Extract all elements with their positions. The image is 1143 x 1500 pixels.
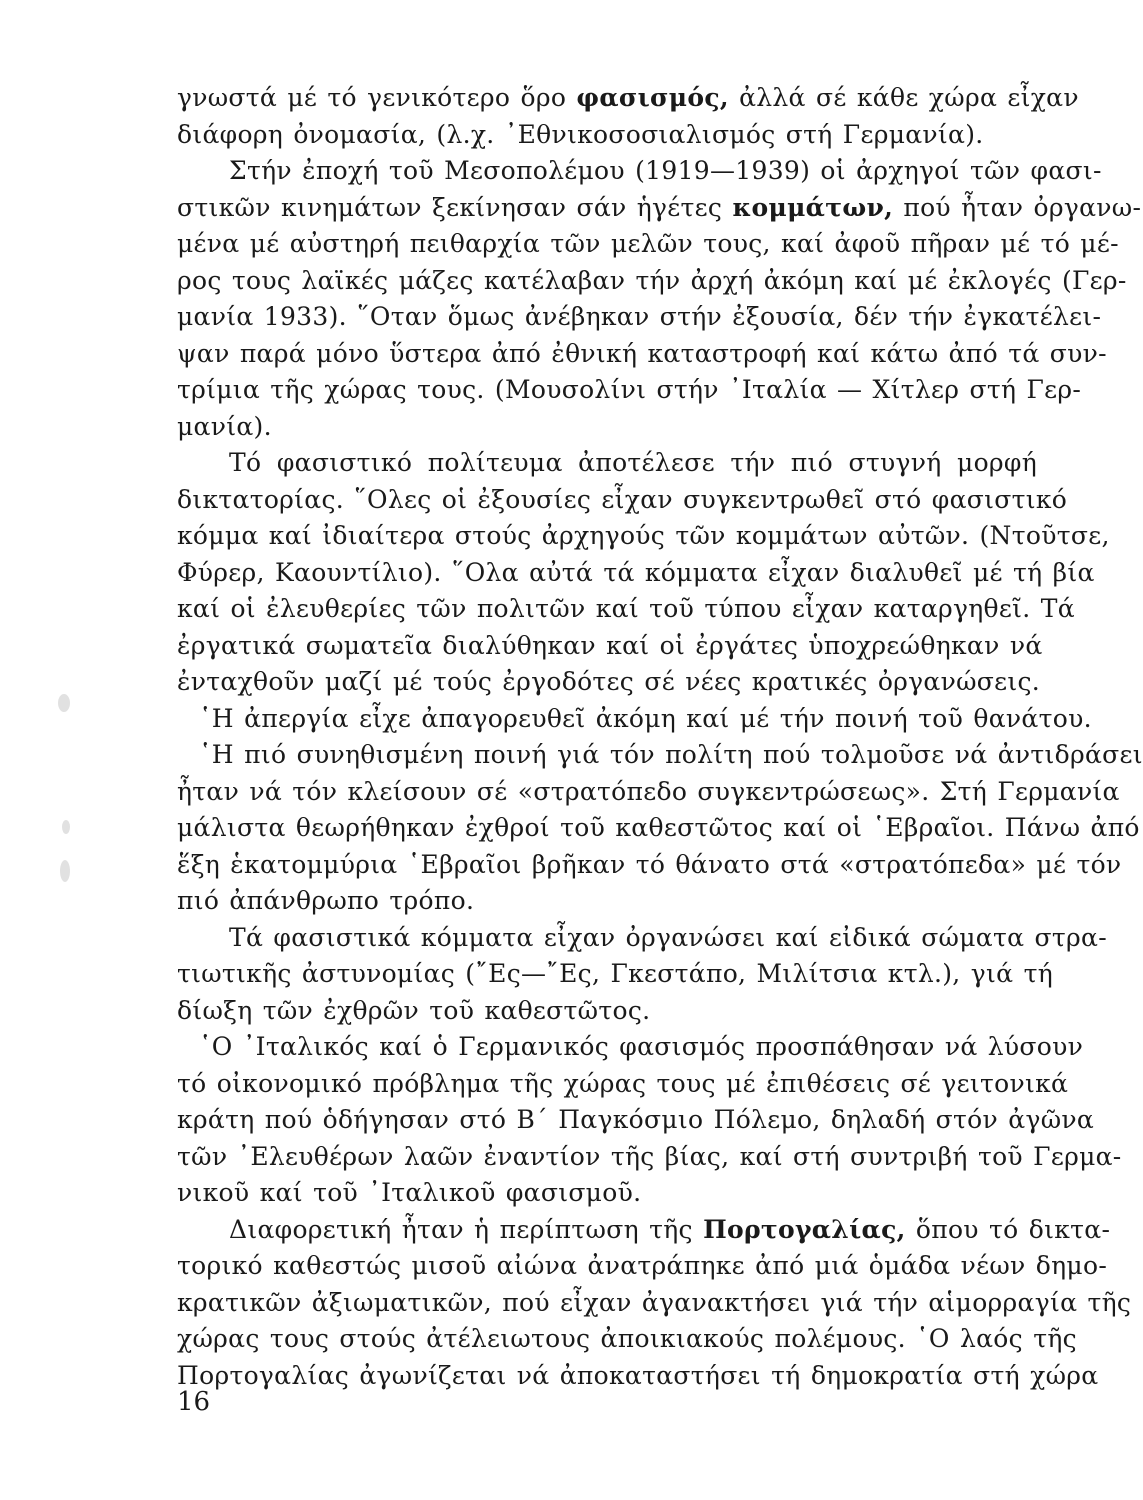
text-line: χώρας τους στούς ἀτέλειωτους ἀποικιακούς πολέμους. ῾Ο λαός τῆς xyxy=(177,1324,1077,1353)
page-number: 16 xyxy=(177,1387,211,1417)
text-line: μένα μέ αὐστηρή πειθαρχία τῶν μελῶν τους, καί ἀφοῦ πῆραν μέ τό μέ- xyxy=(177,229,1119,258)
text-line: γνωστά μέ τό γενικότερο ὅρο φασισμός, ἀλλά σέ κάθε χώρα εἶχαν xyxy=(177,83,1079,112)
text-line: κρατικῶν ἀξιωματικῶν, πού εἶχαν ἀγανακτήσει γιά τήν αἱμορραγία τῆς xyxy=(177,1287,1132,1317)
text-line: τρίμια τῆς χώρας τους. (Μουσολίνι στήν ᾿Ιταλία — Χίτλερ στή Γερ- xyxy=(177,375,1082,404)
scan-smudge xyxy=(62,820,70,834)
text-line: τῶν ᾿Ελευθέρων λαῶν ἐναντίον τῆς βίας, καί στή συντριβή τοῦ Γερμα- xyxy=(177,1141,1122,1171)
text-line: Διαφορετική ἦταν ἡ περίπτωση τῆς Πορτογαλίας, ὅπου τό δικτα- xyxy=(229,1214,1111,1244)
text-line: ρος τους λαϊκές μάζες κατέλαβαν τήν ἀρχή ἀκόμη καί μέ ἐκλογές (Γερ- xyxy=(177,265,1127,295)
text-line: καί οἱ ἐλευθερίες τῶν πολιτῶν καί τοῦ τύπου εἶχαν καταργηθεῖ. Τά xyxy=(177,594,1075,623)
text-line: ἐνταχθοῦν μαζί μέ τούς ἐργοδότες σέ νέες κρατικές ὀργανώσεις. xyxy=(177,667,1041,696)
body-text xyxy=(177,80,1143,1394)
text-line: ἕξη ἑκατομμύρια ῾Εβραῖοι βρῆκαν τό θάνατο στά «στρατόπεδα» μέ τόν xyxy=(177,849,1122,879)
scan-smudge xyxy=(58,694,70,712)
text-line: νικοῦ καί τοῦ ᾿Ιταλικοῦ φασισμοῦ. xyxy=(177,1178,642,1207)
text-line: Στήν ἐποχή τοῦ Μεσοπολέμου (1919—1939) οἱ ἀρχηγοί τῶν φασι- xyxy=(229,156,1102,185)
scan-smudge xyxy=(60,860,70,882)
text-line: πιό ἀπάνθρωπο τρόπο. xyxy=(177,886,475,915)
text-line: ψαν παρά μόνο ὕστερα ἀπό ἐθνική καταστροφή καί κάτω ἀπό τά συν- xyxy=(177,338,1107,368)
text-line: Τά φασιστικά κόμματα εἶχαν ὀργανώσει καί εἰδικά σώματα στρα- xyxy=(229,922,1107,952)
text-line: κόμμα καί ἰδιαίτερα στούς ἀρχηγούς τῶν κομμάτων αὐτῶν. (Ντοῦτσε, xyxy=(177,521,1110,550)
text-line: ῾Η πιό συνηθισμένη ποινή γιά τόν πολίτη πού τολμοῦσε νά ἀντιδράσει xyxy=(199,740,1143,769)
text-line: διάφορη ὀνομασία, (λ.χ. ᾿Εθνικοσοσιαλισμός στή Γερμανία). xyxy=(177,119,984,149)
text-line: τό οἰκονομικό πρόβλημα τῆς χώρας τους μέ ἐπιθέσεις σέ γειτονικά xyxy=(177,1068,1069,1098)
text-line: Φύρερ, Καουντίλιο). ῞Ολα αὐτά τά κόμματα εἶχαν διαλυθεῖ μέ τή βία xyxy=(177,557,1095,587)
text-line: μανία). xyxy=(177,411,272,441)
text-line: Τό φασιστικό πολίτευμα ἀποτέλεσε τήν πιό στυγνή μορφή xyxy=(229,448,1037,477)
text-line: στικῶν κινημάτων ξεκίνησαν σάν ἡγέτες κομμάτων, πού ἦταν ὀργανω- xyxy=(177,192,1142,222)
text-line: ἦταν νά τόν κλείσουν σέ «στρατόπεδο συγκεντρώσεως». Στή Γερμανία xyxy=(177,776,1120,806)
text-line: δικτατορίας. ῞Ολες οἱ ἐξουσίες εἶχαν συγκεντρωθεῖ στό φασιστικό xyxy=(177,484,1068,514)
text-line: μανία 1933). ῞Οταν ὅμως ἀνέβηκαν στήν ἐξουσία, δέν τήν ἐγκατέλει- xyxy=(177,302,1102,331)
text-line: κράτη πού ὁδήγησαν στό Β΄ Παγκόσμιο Πόλεμο, δηλαδή στόν ἀγῶνα xyxy=(177,1105,1095,1134)
text-line: μάλιστα θεωρήθηκαν ἐχθροί τοῦ καθεστῶτος καί οἱ ῾Εβραῖοι. Πάνω ἀπό xyxy=(177,813,1140,842)
text-line: ἐργατικά σωματεῖα διαλύθηκαν καί οἱ ἐργάτες ὑποχρεώθηκαν νά xyxy=(177,630,1043,660)
text-line: ῾Η ἀπεργία εἶχε ἀπαγορευθεῖ ἀκόμη καί μέ τήν ποινή τοῦ θανάτου. xyxy=(199,703,1092,733)
text-line: Πορτογαλίας ἀγωνίζεται νά ἀποκαταστήσει τή δημοκρατία στή χώρα xyxy=(177,1360,1099,1390)
text-line: τιωτικῆς ἀστυνομίας (῎Ες—῎Ες, Γκεστάπο, Μιλίτσια κτλ.), γιά τή xyxy=(177,959,1053,988)
text-line: τορικό καθεστώς μισοῦ αἰώνα ἀνατράπηκε ἀπό μιά ὁμάδα νέων δημο- xyxy=(177,1251,1108,1280)
text-line: δίωξη τῶν ἐχθρῶν τοῦ καθεστῶτος. xyxy=(177,995,651,1025)
text-line: ῾Ο ᾿Ιταλικός καί ὁ Γερμανικός φασισμός προσπάθησαν νά λύσουν xyxy=(199,1032,1084,1061)
